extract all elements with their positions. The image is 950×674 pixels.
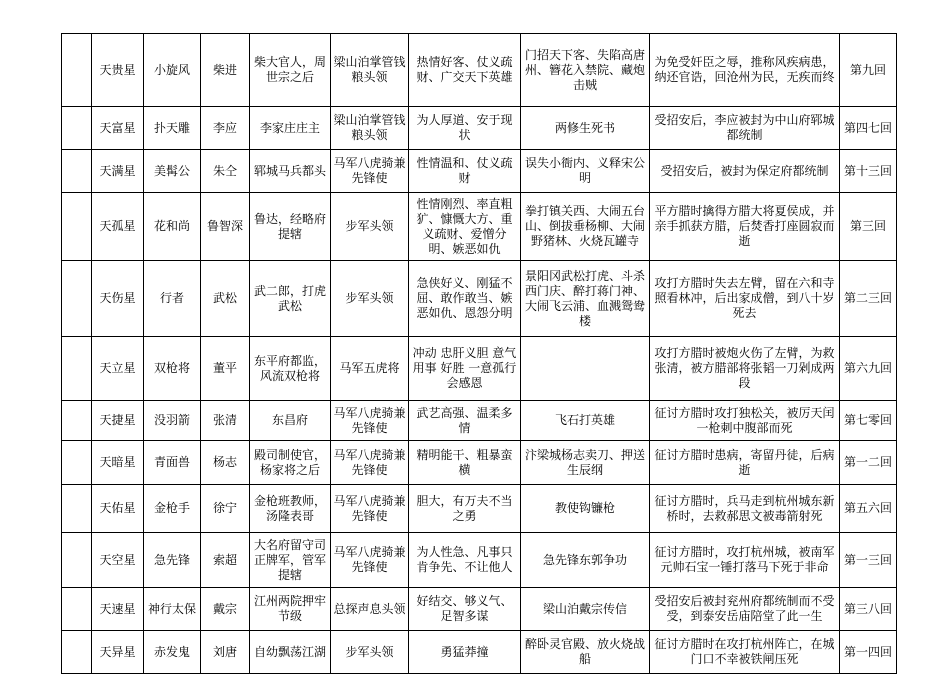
chapter-cell: 第三八回 xyxy=(840,588,897,631)
nickname-cell: 花和尚 xyxy=(144,193,201,261)
fate-cell: 征讨方腊时在攻打杭州阵亡，在城门口不幸被铁闸压死 xyxy=(650,631,840,674)
post-cell: 梁山泊掌管钱粮头领 xyxy=(331,107,409,150)
row-blank-cell xyxy=(62,337,92,401)
post-cell: 马军五虎将 xyxy=(331,337,409,401)
origin-cell: 柴大官人，周世宗之后 xyxy=(250,34,331,107)
deeds-cell: 景阳冈武松打虎、斗杀西门庆、醉打蒋门神、大闹飞云浦、血溅鸳鸯楼 xyxy=(521,261,650,337)
table-row xyxy=(62,631,897,674)
row-blank-cell xyxy=(62,588,92,631)
nickname-cell: 美髯公 xyxy=(144,150,201,193)
chapter-cell: 第四七回 xyxy=(840,107,897,150)
nickname-cell: 扑天雕 xyxy=(144,107,201,150)
trait-cell: 性情刚烈、率直粗犷、慷慨大方、重义疏财、爱憎分明、嫉恶如仇 xyxy=(409,193,521,261)
name-cell: 柴进 xyxy=(201,34,250,107)
chapter-cell: 第一三回 xyxy=(840,533,897,588)
chapter-cell: 第六九回 xyxy=(840,337,897,401)
row-blank-cell xyxy=(62,631,92,674)
table-row xyxy=(62,337,897,401)
deeds-cell: 误失小衙内、义释宋公明 xyxy=(521,150,650,193)
deeds-cell: 门招天下客、失陷高唐州、簪花入禁院、藏炮击贼 xyxy=(521,34,650,107)
name-cell: 李应 xyxy=(201,107,250,150)
fate-cell: 为免受奸臣之辱，推称风疾病患，纳还官诰，回沧州为民，无疾而终 xyxy=(650,34,840,107)
table-row xyxy=(62,34,897,107)
star-cell: 天捷星 xyxy=(92,401,144,441)
chapter-cell: 第九回 xyxy=(840,34,897,107)
fate-cell: 受招安后被封兖州府都统制而不受受，到泰安岳庙陪堂了此一生 xyxy=(650,588,840,631)
trait-cell: 急侠好义、刚猛不屈、敢作敢当、嫉恶如仇、恩怨分明 xyxy=(409,261,521,337)
deeds-cell: 教使钩镰枪 xyxy=(521,485,650,533)
name-cell: 武松 xyxy=(201,261,250,337)
table-row xyxy=(62,441,897,485)
nickname-cell: 小旋风 xyxy=(144,34,201,107)
star-cell: 天佑星 xyxy=(92,485,144,533)
fate-cell: 征讨方腊时，攻打杭州城，被南军元帅石宝一锤打落马下死于非命 xyxy=(650,533,840,588)
nickname-cell: 没羽箭 xyxy=(144,401,201,441)
trait-cell: 勇猛莽撞 xyxy=(409,631,521,674)
fate-cell: 平方腊时擒得方腊大将夏侯成，并亲手抓获方腊，后焚香打座圆寂而逝 xyxy=(650,193,840,261)
deeds-cell: 拳打镇关西、大闹五台山、倒拔垂杨柳、大闹野猪林、火烧瓦罐寺 xyxy=(521,193,650,261)
row-blank-cell xyxy=(62,34,92,107)
table-row xyxy=(62,533,897,588)
trait-cell: 胆大，有万夫不当之勇 xyxy=(409,485,521,533)
star-cell: 天异星 xyxy=(92,631,144,674)
nickname-cell: 赤发鬼 xyxy=(144,631,201,674)
table-row xyxy=(62,588,897,631)
origin-cell: 东平府都监，风流双枪将 xyxy=(250,337,331,401)
post-cell: 梁山泊掌管钱粮头领 xyxy=(331,34,409,107)
chapter-cell: 第二三回 xyxy=(840,261,897,337)
nickname-cell: 急先锋 xyxy=(144,533,201,588)
star-cell: 天伤星 xyxy=(92,261,144,337)
star-cell: 天贵星 xyxy=(92,34,144,107)
trait-cell: 为人厚道、安于现状 xyxy=(409,107,521,150)
origin-cell: 江州两院押牢节级 xyxy=(250,588,331,631)
row-blank-cell xyxy=(62,401,92,441)
table-row xyxy=(62,485,897,533)
post-cell: 马军八虎骑兼先锋使 xyxy=(331,441,409,485)
trait-cell: 性情温和、仗义疏财 xyxy=(409,150,521,193)
star-cell: 天空星 xyxy=(92,533,144,588)
deeds-cell: 汴梁城杨志卖刀、押送生辰纲 xyxy=(521,441,650,485)
deeds-cell: 两修生死书 xyxy=(521,107,650,150)
deeds-cell: 急先锋东郭争功 xyxy=(521,533,650,588)
row-blank-cell xyxy=(62,150,92,193)
table-row xyxy=(62,150,897,193)
fate-cell: 征讨方腊时攻打独松关，被厉天闰一枪刺中腹部而死 xyxy=(650,401,840,441)
origin-cell: 鲁达，经略府提辖 xyxy=(250,193,331,261)
fate-cell: 攻打方腊时被炮火伤了左臂，为救张清，被方腊部将张韬一刀剁成两段 xyxy=(650,337,840,401)
fate-cell: 受招安后，李应被封为中山府郓城都统制 xyxy=(650,107,840,150)
name-cell: 朱仝 xyxy=(201,150,250,193)
row-blank-cell xyxy=(62,485,92,533)
post-cell: 步军头领 xyxy=(331,193,409,261)
chapter-cell: 第一四回 xyxy=(840,631,897,674)
star-cell: 天速星 xyxy=(92,588,144,631)
origin-cell: 金枪班教师，汤隆表哥 xyxy=(250,485,331,533)
chapter-cell: 第一二回 xyxy=(840,441,897,485)
roster-body xyxy=(62,34,897,674)
fate-cell: 征讨方腊时患病，寄留丹徒，后病逝 xyxy=(650,441,840,485)
table-row xyxy=(62,401,897,441)
row-blank-cell xyxy=(62,261,92,337)
deeds-cell: 飞石打英雄 xyxy=(521,401,650,441)
trait-cell: 冲动 忠肝义胆 意气用事 好胜 一意孤行 会感恩 xyxy=(409,337,521,401)
name-cell: 杨志 xyxy=(201,441,250,485)
post-cell: 步军头领 xyxy=(331,261,409,337)
table-row xyxy=(62,107,897,150)
star-cell: 天富星 xyxy=(92,107,144,150)
post-cell: 马军八虎骑兼先锋使 xyxy=(331,485,409,533)
star-cell: 天立星 xyxy=(92,337,144,401)
nickname-cell: 金枪手 xyxy=(144,485,201,533)
origin-cell: 武二郎，打虎武松 xyxy=(250,261,331,337)
row-blank-cell xyxy=(62,193,92,261)
nickname-cell: 行者 xyxy=(144,261,201,337)
name-cell: 董平 xyxy=(201,337,250,401)
origin-cell: 大名府留守司正牌军，管军提辖 xyxy=(250,533,331,588)
deeds-cell: 醉卧灵官殿、放火烧战船 xyxy=(521,631,650,674)
nickname-cell: 双枪将 xyxy=(144,337,201,401)
name-cell: 刘唐 xyxy=(201,631,250,674)
trait-cell: 好结交、够义气、足智多谋 xyxy=(409,588,521,631)
trait-cell: 武艺高强、温柔多情 xyxy=(409,401,521,441)
origin-cell: 郓城马兵都头 xyxy=(250,150,331,193)
roster-table xyxy=(61,33,897,674)
star-cell: 天满星 xyxy=(92,150,144,193)
post-cell: 总探声息头领 xyxy=(331,588,409,631)
chapter-cell: 第五六回 xyxy=(840,485,897,533)
fate-cell: 受招安后，被封为保定府都统制 xyxy=(650,150,840,193)
nickname-cell: 神行太保 xyxy=(144,588,201,631)
post-cell: 马军八虎骑兼先锋使 xyxy=(331,401,409,441)
row-blank-cell xyxy=(62,533,92,588)
origin-cell: 殿司制使官，杨家将之后 xyxy=(250,441,331,485)
chapter-cell: 第十三回 xyxy=(840,150,897,193)
name-cell: 张清 xyxy=(201,401,250,441)
name-cell: 徐宁 xyxy=(201,485,250,533)
origin-cell: 东昌府 xyxy=(250,401,331,441)
post-cell: 马军八虎骑兼先锋使 xyxy=(331,533,409,588)
fate-cell: 攻打方腊时失去左臂，留在六和寺照看林冲，后出家成僧，到八十岁死去 xyxy=(650,261,840,337)
table-row xyxy=(62,261,897,337)
deeds-cell xyxy=(521,337,650,401)
chapter-cell: 第三回 xyxy=(840,193,897,261)
deeds-cell: 梁山泊戴宗传信 xyxy=(521,588,650,631)
name-cell: 鲁智深 xyxy=(201,193,250,261)
nickname-cell: 青面兽 xyxy=(144,441,201,485)
trait-cell: 热情好客、仗义疏财、广交天下英雄 xyxy=(409,34,521,107)
trait-cell: 精明能干、粗暴蛮横 xyxy=(409,441,521,485)
trait-cell: 为人性急、凡事只肯争先、不让他人 xyxy=(409,533,521,588)
star-cell: 天孤星 xyxy=(92,193,144,261)
name-cell: 索超 xyxy=(201,533,250,588)
star-cell: 天暗星 xyxy=(92,441,144,485)
origin-cell: 自幼飘荡江湖 xyxy=(250,631,331,674)
origin-cell: 李家庄庄主 xyxy=(250,107,331,150)
chapter-cell: 第七零回 xyxy=(840,401,897,441)
post-cell: 马军八虎骑兼先锋使 xyxy=(331,150,409,193)
post-cell: 步军头领 xyxy=(331,631,409,674)
table-row xyxy=(62,193,897,261)
fate-cell: 征讨方腊时，兵马走到杭州城东新桥时，去救郝思文被毒箭射死 xyxy=(650,485,840,533)
name-cell: 戴宗 xyxy=(201,588,250,631)
row-blank-cell xyxy=(62,107,92,150)
row-blank-cell xyxy=(62,441,92,485)
